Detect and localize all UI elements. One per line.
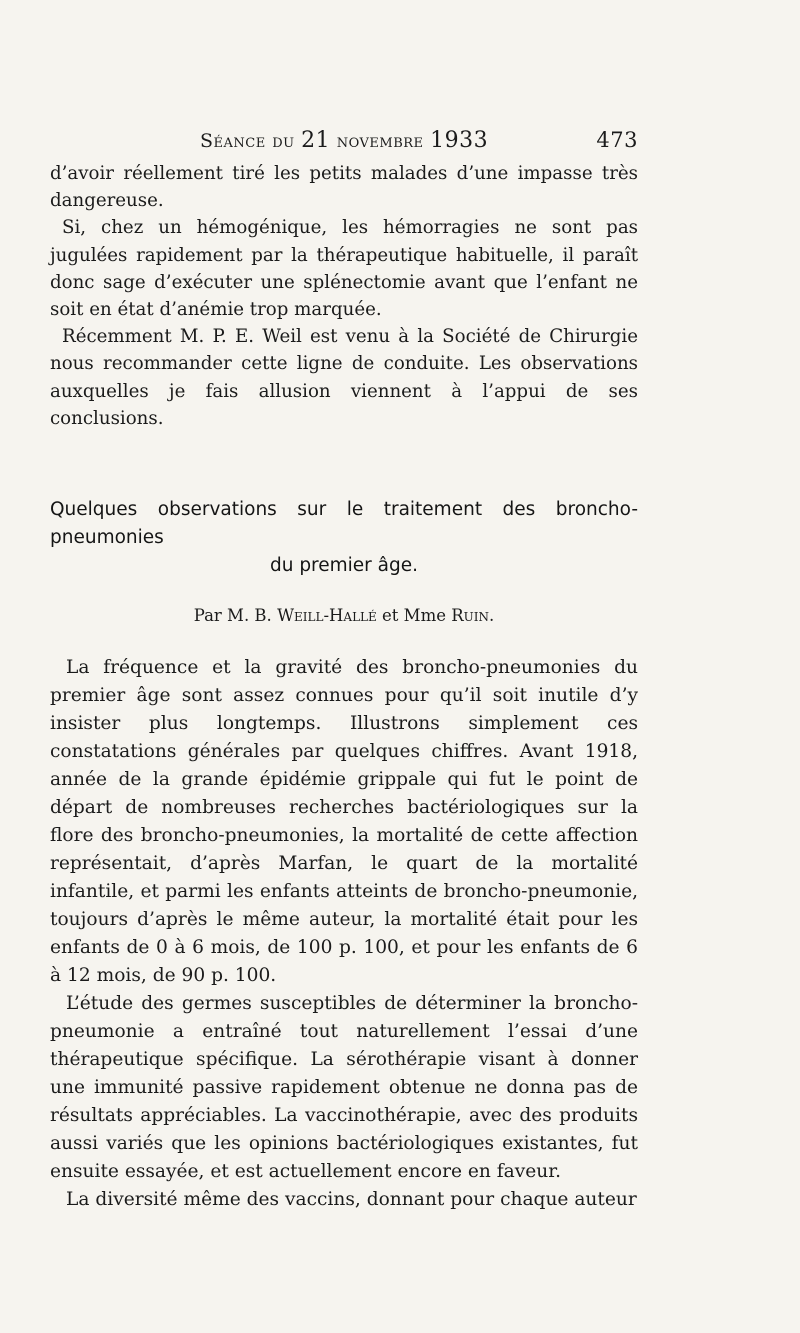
article-title-line-1: Quelques observations sur le traitement des broncho-pneumonies (50, 499, 638, 549)
paragraph: L’étude des germes susceptibles de déterminer la broncho-pneumonie a entraîné tout naturellement l’essai d’une thérapeutique spécifique. La sérothérapie visant à donner une immunité passive rapidement obtenue ne donna pas de résultats appréciables. La vaccinothérapie, avec des produits aussi variés que les opinions bactériologiques existantes, fut ensuite essayée, et est actuellement encore en faveur. (50, 993, 638, 1183)
article-title-line-2: du premier âge. (269, 555, 419, 577)
paragraph: La fréquence et la gravité des broncho-pneumonies du premier âge sont assez connues pour qu’il soit inutile d’y insister plus longtemps. Illustrons simplement ces constatations générales par quelques chiffres. Avant 1918, année de la grande épidémie grippale qui fut le point de départ de nombreuses recherches bactériologiques sur la flore des broncho-pneumonies, la mortalité de cette affection représentait, d’après Marfan, le quart de la mortalité infantile, et parmi les enfants atteints de broncho-pneumonie, toujours d’après le même auteur, la mortalité était pour les enfants de 0 à 6 mois, de 100 p. 100, et pour les enfants de 6 à 12 mois, de 90 p. 100. (50, 657, 638, 987)
authors-prefix: Par M. B. (193, 606, 278, 626)
session-day: 21 (301, 128, 331, 153)
session-label: Séance du (200, 130, 302, 152)
authors-conjunction: et Mme (376, 606, 452, 626)
paragraph: d’avoir réellement tiré les petits malades d’une impasse très dangereuse. (50, 163, 638, 212)
article-authors (50, 604, 638, 628)
article-title (50, 496, 638, 580)
paragraph: La diversité même des vaccins, donnant pour chaque auteur (66, 1189, 637, 1211)
article-text (50, 654, 638, 1214)
author-name: Weill-Hallé (277, 606, 377, 626)
previous-article-text (50, 160, 638, 432)
page (50, 128, 638, 1214)
running-head-title (200, 128, 488, 153)
running-head (50, 128, 638, 160)
paragraph: Récemment M. P. E. Weil est venu à la Société de Chirurgie nous recommander cette ligne de conduite. Les observations auxquelles je fais allusion viennent à l’appui de ses conclusions. (50, 326, 638, 429)
session-year: 1933 (430, 128, 489, 153)
paragraph: Si, chez un hémogénique, les hémorragies ne sont pas jugulées rapidement par la thérapeutique habituelle, il paraît donc sage d’exécuter une splénectomie avant que l’enfant ne soit en état d’anémie trop marquée. (50, 217, 638, 321)
session-month: novembre (330, 130, 431, 152)
page-number: 473 (596, 128, 638, 152)
authors-suffix: . (489, 606, 495, 626)
author-name: Ruin (451, 606, 490, 626)
